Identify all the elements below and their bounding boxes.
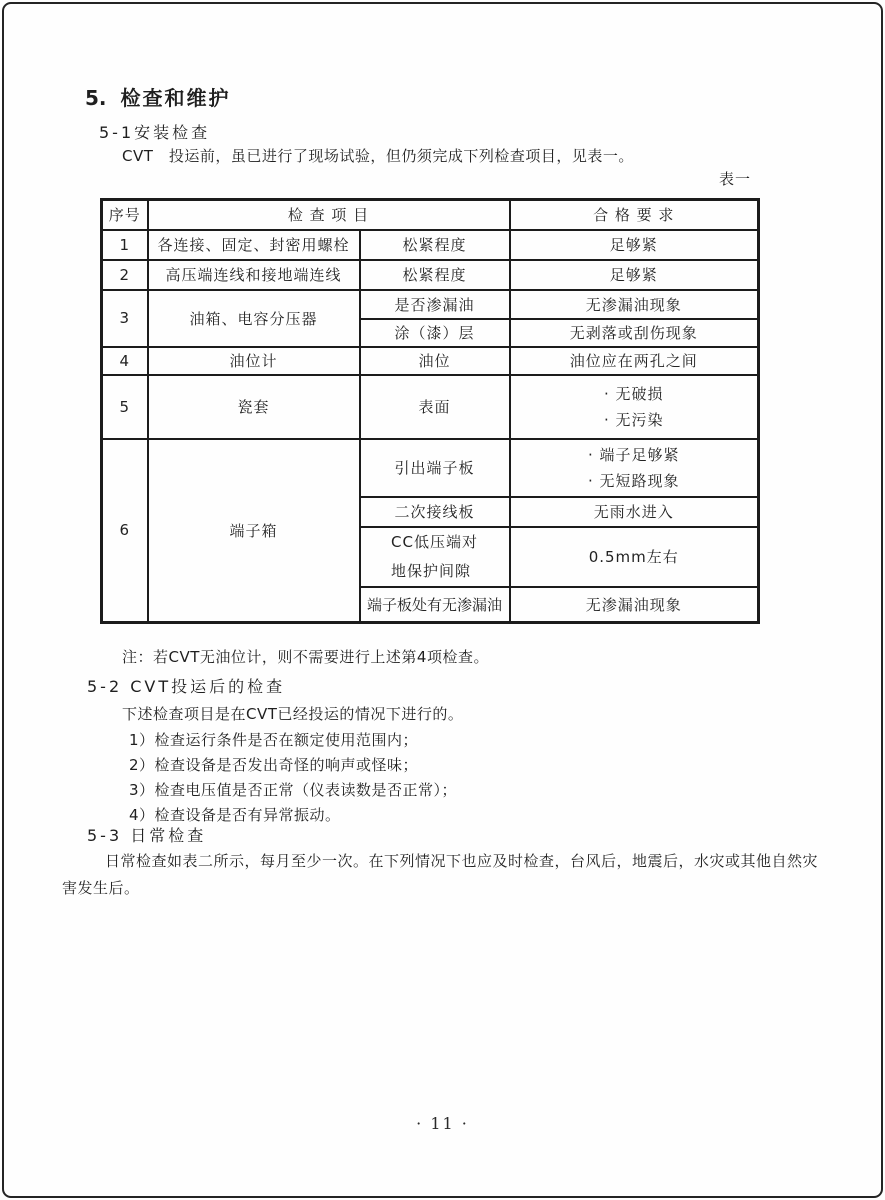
cell-r6-sub1: 引出端子板 — [360, 439, 510, 497]
table-row-5 — [102, 375, 759, 439]
cell-r1-sub: 松紧程度 — [360, 230, 510, 260]
cell-r5-item: 瓷套 — [148, 375, 360, 439]
cell-r6-req1 — [510, 439, 759, 497]
cell-r1-no: 1 — [102, 230, 148, 260]
cell-r5-no: 5 — [102, 375, 148, 439]
cell-r5-req — [510, 375, 759, 439]
section-5-3-paragraph: 日常检查如表二所示，每月至少一次。在下列情况下也应及时检查，台风后，地震后，水灾或其他自然灾害发生后。 — [62, 852, 819, 897]
cell-r2-sub: 松紧程度 — [360, 260, 510, 290]
header-cell-req: 合 格 要 求 — [510, 200, 759, 230]
cell-r5-req-line1: · 无破损 — [603, 384, 664, 403]
cell-r6-req1-line1: · 端子足够紧 — [587, 445, 680, 464]
section-heading-5-1: 5-1安装检查 — [99, 123, 211, 142]
cell-r1-req: 足够紧 — [510, 230, 759, 260]
section-heading-5-3: 5-3 日常检查 — [87, 826, 207, 845]
cell-r2-no: 2 — [102, 260, 148, 290]
cell-r6-sub3 — [360, 527, 510, 587]
cell-r6-sub2: 二次接线板 — [360, 497, 510, 527]
table-note: 注：若CVT无油位计，则不需要进行上述第4项检查。 — [122, 648, 489, 666]
page-title — [85, 82, 231, 111]
cell-r6-req3: 0.5mm左右 — [510, 527, 759, 587]
cell-r3-req2: 无剥落或刮伤现象 — [510, 319, 759, 347]
cell-r6-sub3-line1: CC低压端对 — [391, 532, 478, 551]
cell-r6-req2: 无雨水进入 — [510, 497, 759, 527]
cell-r4-sub: 油位 — [360, 347, 510, 375]
table-header-row — [102, 200, 759, 230]
cell-r3-sub2: 涂（漆）层 — [360, 319, 510, 347]
cell-r1-item: 各连接、固定、封密用螺栓 — [148, 230, 360, 260]
list-item-1: 1）检查运行条件是否在额定使用范围内； — [129, 731, 419, 749]
list-item-4: 4）检查设备是否有异常振动。 — [129, 806, 341, 824]
section-5-1-intro: CVT 投运前，虽已进行了现场试验，但仍须完成下列检查项目，见表一。 — [122, 147, 634, 165]
cell-r4-req: 油位应在两孔之间 — [510, 347, 759, 375]
cell-r2-req: 足够紧 — [510, 260, 759, 290]
page-title-number: 5. — [85, 86, 107, 110]
section-5-2-intro: 下述检查项目是在CVT已经投运的情况下进行的。 — [122, 705, 464, 723]
list-item-3: 3）检查电压值是否正常（仪表读数是否正常）； — [129, 781, 458, 799]
cell-r6-item: 端子箱 — [148, 439, 360, 623]
header-cell-item: 检 查 项 目 — [148, 200, 510, 230]
inspection-table — [100, 198, 760, 624]
table-row-6a — [102, 439, 759, 497]
cell-r6-sub3-line2: 地保护间隙 — [391, 561, 472, 580]
header-cell-no: 序号 — [102, 200, 148, 230]
cell-r3-item: 油箱、电容分压器 — [148, 290, 360, 347]
cell-r3-sub1: 是否渗漏油 — [360, 290, 510, 319]
page-title-text: 检查和维护 — [120, 86, 231, 110]
list-item-2: 2）检查设备是否发出奇怪的响声或怪味； — [129, 756, 419, 774]
table-row-3a — [102, 290, 759, 319]
cell-r2-item: 高压端连线和接地端连线 — [148, 260, 360, 290]
cell-r3-req1: 无渗漏油现象 — [510, 290, 759, 319]
cell-r6-req4: 无渗漏油现象 — [510, 587, 759, 623]
table-row-4 — [102, 347, 759, 375]
page-number: · 11 · — [416, 1114, 469, 1133]
cell-r5-sub: 表面 — [360, 375, 510, 439]
cell-r6-no: 6 — [102, 439, 148, 623]
table-row-1 — [102, 230, 759, 260]
cell-r6-sub4: 端子板处有无渗漏油 — [360, 587, 510, 623]
cell-r5-req-line2: · 无污染 — [603, 410, 664, 429]
table-row-2 — [102, 260, 759, 290]
section-heading-5-2: 5-2 CVT投运后的检查 — [87, 677, 286, 696]
table-caption: 表一 — [718, 170, 751, 188]
cell-r4-no: 4 — [102, 347, 148, 375]
cell-r6-req1-line2: · 无短路现象 — [587, 471, 680, 490]
cell-r3-no: 3 — [102, 290, 148, 347]
cell-r4-item: 油位计 — [148, 347, 360, 375]
